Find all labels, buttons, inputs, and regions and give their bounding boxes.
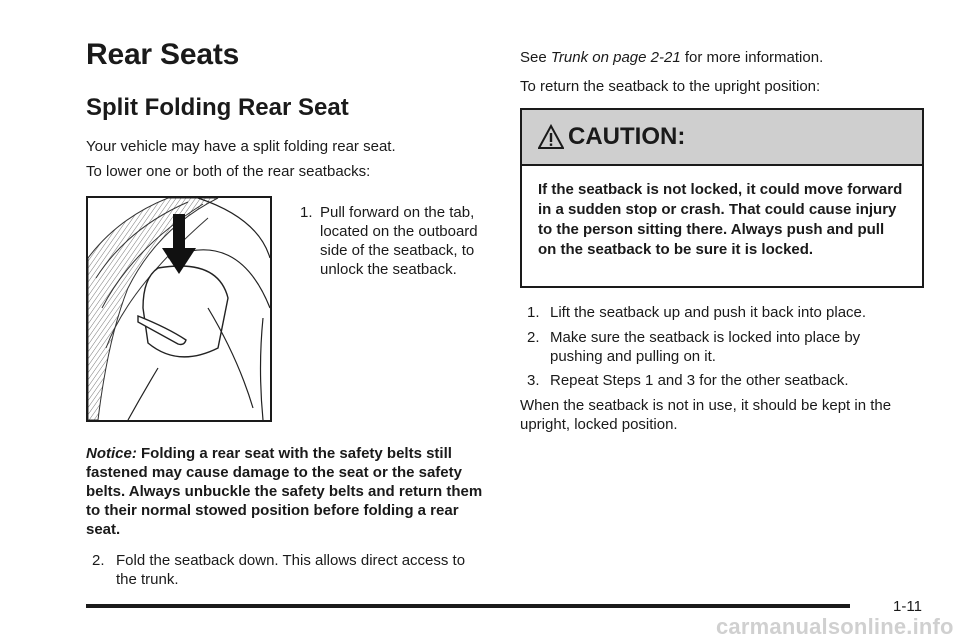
- return-lead-paragraph: To return the seatback to the upright position:: [520, 78, 821, 95]
- footer-rule: [86, 604, 850, 608]
- caution-title: CAUTION:: [568, 123, 686, 150]
- notice-text: Folding a rear seat with the safety belts still fastened may cause damage to the seat or the safety belts. Always unbuckle the safety belts and return them to their normal stowed position before folding a rear seat.: [86, 445, 483, 538]
- warning-triangle-icon: [538, 124, 564, 150]
- caution-box: [520, 108, 924, 288]
- caution-text: If the seatback is not locked, it could move forward in a sudden stop or crash. That could cause injury to the person sitting there. Always push and pull on the seatback to be sure it is locked.: [538, 181, 903, 258]
- trunk-page-link[interactable]: Trunk on page 2-21: [550, 49, 681, 66]
- intro-paragraph: Your vehicle may have a split folding rear seat.: [86, 138, 396, 155]
- return-step-3: 3. Repeat Steps 1 and 3 for the other seatback.: [527, 372, 849, 389]
- caution-header: [522, 110, 922, 166]
- section-heading: Split Folding Rear Seat: [86, 94, 349, 121]
- return-step-2: 2. Make sure the seatback is locked into place by pushing and pulling on it.: [527, 329, 861, 365]
- return-step-1: 1. Lift the seatback up and push it back into place.: [527, 304, 867, 321]
- site-watermark: carmanualsonline.info: [716, 614, 954, 639]
- notice-paragraph: [86, 444, 486, 539]
- see-reference-paragraph: See Trunk on page 2-21 for more information.: [520, 49, 824, 66]
- notice-label: Notice:: [86, 445, 137, 462]
- page-title: Rear Seats: [86, 38, 240, 71]
- closing-paragraph: When the seatback is not in use, it should be kept in the upright, locked position.: [520, 397, 892, 433]
- page-number: 1-11: [893, 598, 922, 615]
- lower-step-2: 2. Fold the seatback down. This allows direct access to the trunk.: [92, 552, 466, 588]
- lower-lead-paragraph: To lower one or both of the rear seatbacks:: [86, 163, 371, 180]
- lower-step-1: 1. Pull forward on the tab, located on the outboard side of the seatback, to unlock the seatback.: [300, 204, 478, 278]
- seatback-tab-illustration: [86, 196, 272, 422]
